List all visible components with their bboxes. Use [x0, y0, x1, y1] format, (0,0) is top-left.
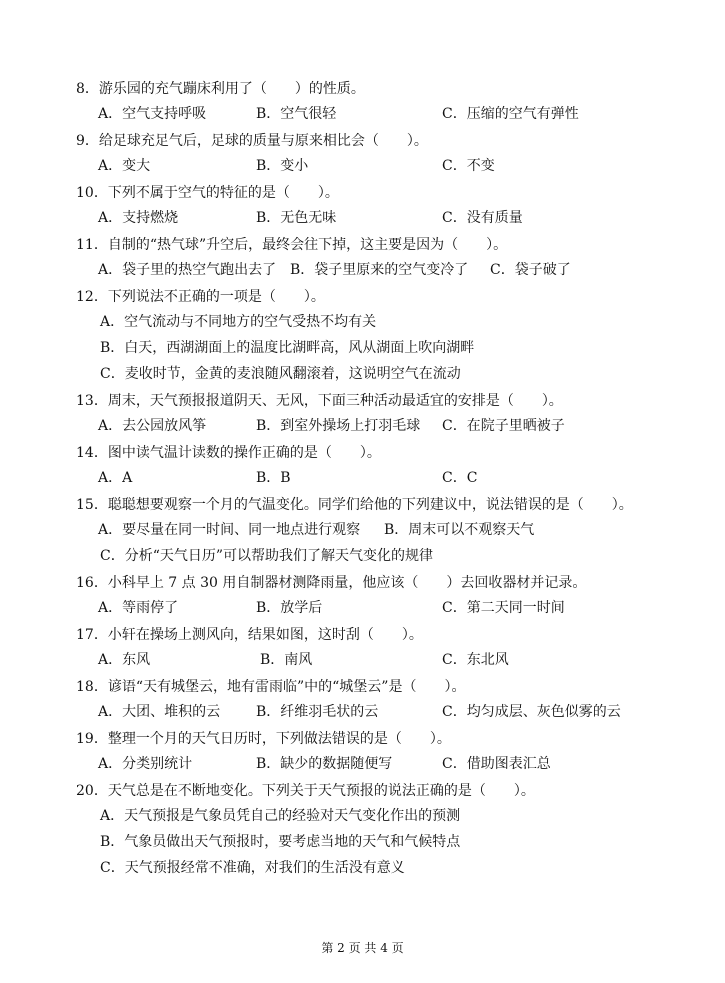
question-8-option-a: A．空气支持呼吸	[98, 106, 207, 122]
question-9-option-b: B．变小	[256, 158, 309, 174]
question-13-option-b: B．到室外操场上打羽毛球	[256, 418, 421, 434]
question-8-option-c: C．压缩的空气有弹性	[442, 106, 579, 122]
question-15-options	[98, 521, 708, 539]
question-10-option-c: C．没有质量	[442, 210, 523, 226]
question-17-option-b: B．南风	[260, 652, 313, 668]
question-17: 17．小轩在操场上测风向，结果如图，这时刮（ ）。	[76, 627, 423, 643]
question-16-options	[98, 599, 708, 617]
question-15-option-c: C．分析“天气日历”可以帮助我们了解天气变化的规律	[100, 548, 434, 564]
question-12-option-c: C．麦收时节，金黄的麦浪随风翻滚着，这说明空气在流动	[100, 366, 461, 382]
question-16: 16．小科早上 7 点 30 用自制器材测降雨量，他应该（ ）去回收器材并记录。	[76, 575, 587, 591]
question-9-option-c: C．不变	[442, 158, 495, 174]
question-16-option-a: A．等雨停了	[98, 600, 179, 616]
question-18-option-c: C．均匀成层、灰色似雾的云	[442, 704, 621, 720]
question-17-options	[98, 651, 708, 669]
question-19-options	[98, 755, 708, 773]
question-11: 11．自制的“热气球”升空后，最终会往下掉，这主要是因为（ ）。	[76, 237, 508, 253]
question-20: 20．天气总是在不断地变化。下列关于天气预报的说法正确的是（ ）。	[76, 783, 535, 799]
page-number-footer: 第 2 页 共 4 页	[321, 941, 404, 955]
question-19: 19．整理一个月的天气日历时，下列做法错误的是（ ）。	[76, 731, 451, 747]
question-10-options	[98, 209, 708, 227]
question-10: 10．下列不属于空气的特征的是（ ）。	[76, 185, 339, 201]
question-12: 12．下列说法不正确的一项是（ ）。	[76, 289, 325, 305]
question-13-option-c: C．在院子里晒被子	[442, 418, 565, 434]
question-11-options	[98, 261, 708, 279]
question-11-option-b: B．袋子里原来的空气变冷了	[290, 262, 469, 278]
question-14-option-b: B．B	[256, 470, 291, 486]
question-17-option-a: A．东风	[98, 652, 151, 668]
question-19-option-a: A．分类别统计	[98, 756, 193, 772]
question-17-option-c: C．东北风	[442, 652, 509, 668]
question-9-option-a: A．变大	[98, 158, 151, 174]
question-20-option-b: B．气象员做出天气预报时，要考虑当地的天气和气候特点	[100, 834, 461, 850]
question-11-option-a: A．袋子里的热空气跑出去了	[98, 262, 277, 278]
question-18-option-b: B．纤维羽毛状的云	[256, 704, 379, 720]
question-18-option-a: A．大团、堆积的云	[98, 704, 221, 720]
question-13-option-a: A．去公园放风筝	[98, 418, 207, 434]
question-14-option-c: C．C	[442, 470, 478, 486]
question-11-option-c: C．袋子破了	[490, 262, 571, 278]
question-15: 15．聪聪想要观察一个月的气温变化。同学们给他的下列建议中，说法错误的是（ ）。	[76, 497, 633, 513]
question-8-options	[98, 105, 708, 123]
question-19-option-b: B．缺少的数据随便写	[256, 756, 393, 772]
question-8: 8．游乐园的充气蹦床利用了（ ）的性质。	[76, 81, 365, 97]
question-9: 9．给足球充足气后，足球的质量与原来相比会（ ）。	[76, 133, 428, 149]
question-9-options	[98, 157, 708, 175]
question-14-option-a: A．A	[98, 470, 133, 486]
question-18: 18．谚语“天有城堡云，地有雷雨临”中的“城堡云”是（ ）。	[76, 679, 466, 695]
question-12-option-b: B．白天，西湖湖面上的温度比湖畔高，风从湖面上吹向湖畔	[100, 340, 475, 356]
question-8-option-b: B．空气很轻	[256, 106, 337, 122]
question-12-option-a: A．空气流动与不同地方的空气受热不均有关	[100, 314, 377, 330]
question-18-options	[98, 703, 708, 721]
question-16-option-c: C．第二天同一时间	[442, 600, 565, 616]
question-10-option-b: B．无色无味	[256, 210, 337, 226]
question-10-option-a: A．支持燃烧	[98, 210, 179, 226]
question-20-option-c: C．天气预报经常不准确，对我们的生活没有意义	[100, 860, 405, 876]
question-14-options	[98, 469, 708, 487]
question-19-option-c: C．借助图表汇总	[442, 756, 551, 772]
question-15-option-b: B．周末可以不观察天气	[384, 522, 535, 538]
question-13-options	[98, 417, 708, 435]
question-13: 13．周末，天气预报报道阴天、无风，下面三种活动最适宜的安排是（ ）。	[76, 393, 563, 409]
question-15-option-a: A．要尽量在同一时间、同一地点进行观察	[98, 522, 361, 538]
question-14: 14．图中读气温计读数的操作正确的是（ ）。	[76, 445, 381, 461]
question-20-option-a: A．天气预报是气象员凭自己的经验对天气变化作出的预测	[100, 808, 461, 824]
question-16-option-b: B．放学后	[256, 600, 323, 616]
